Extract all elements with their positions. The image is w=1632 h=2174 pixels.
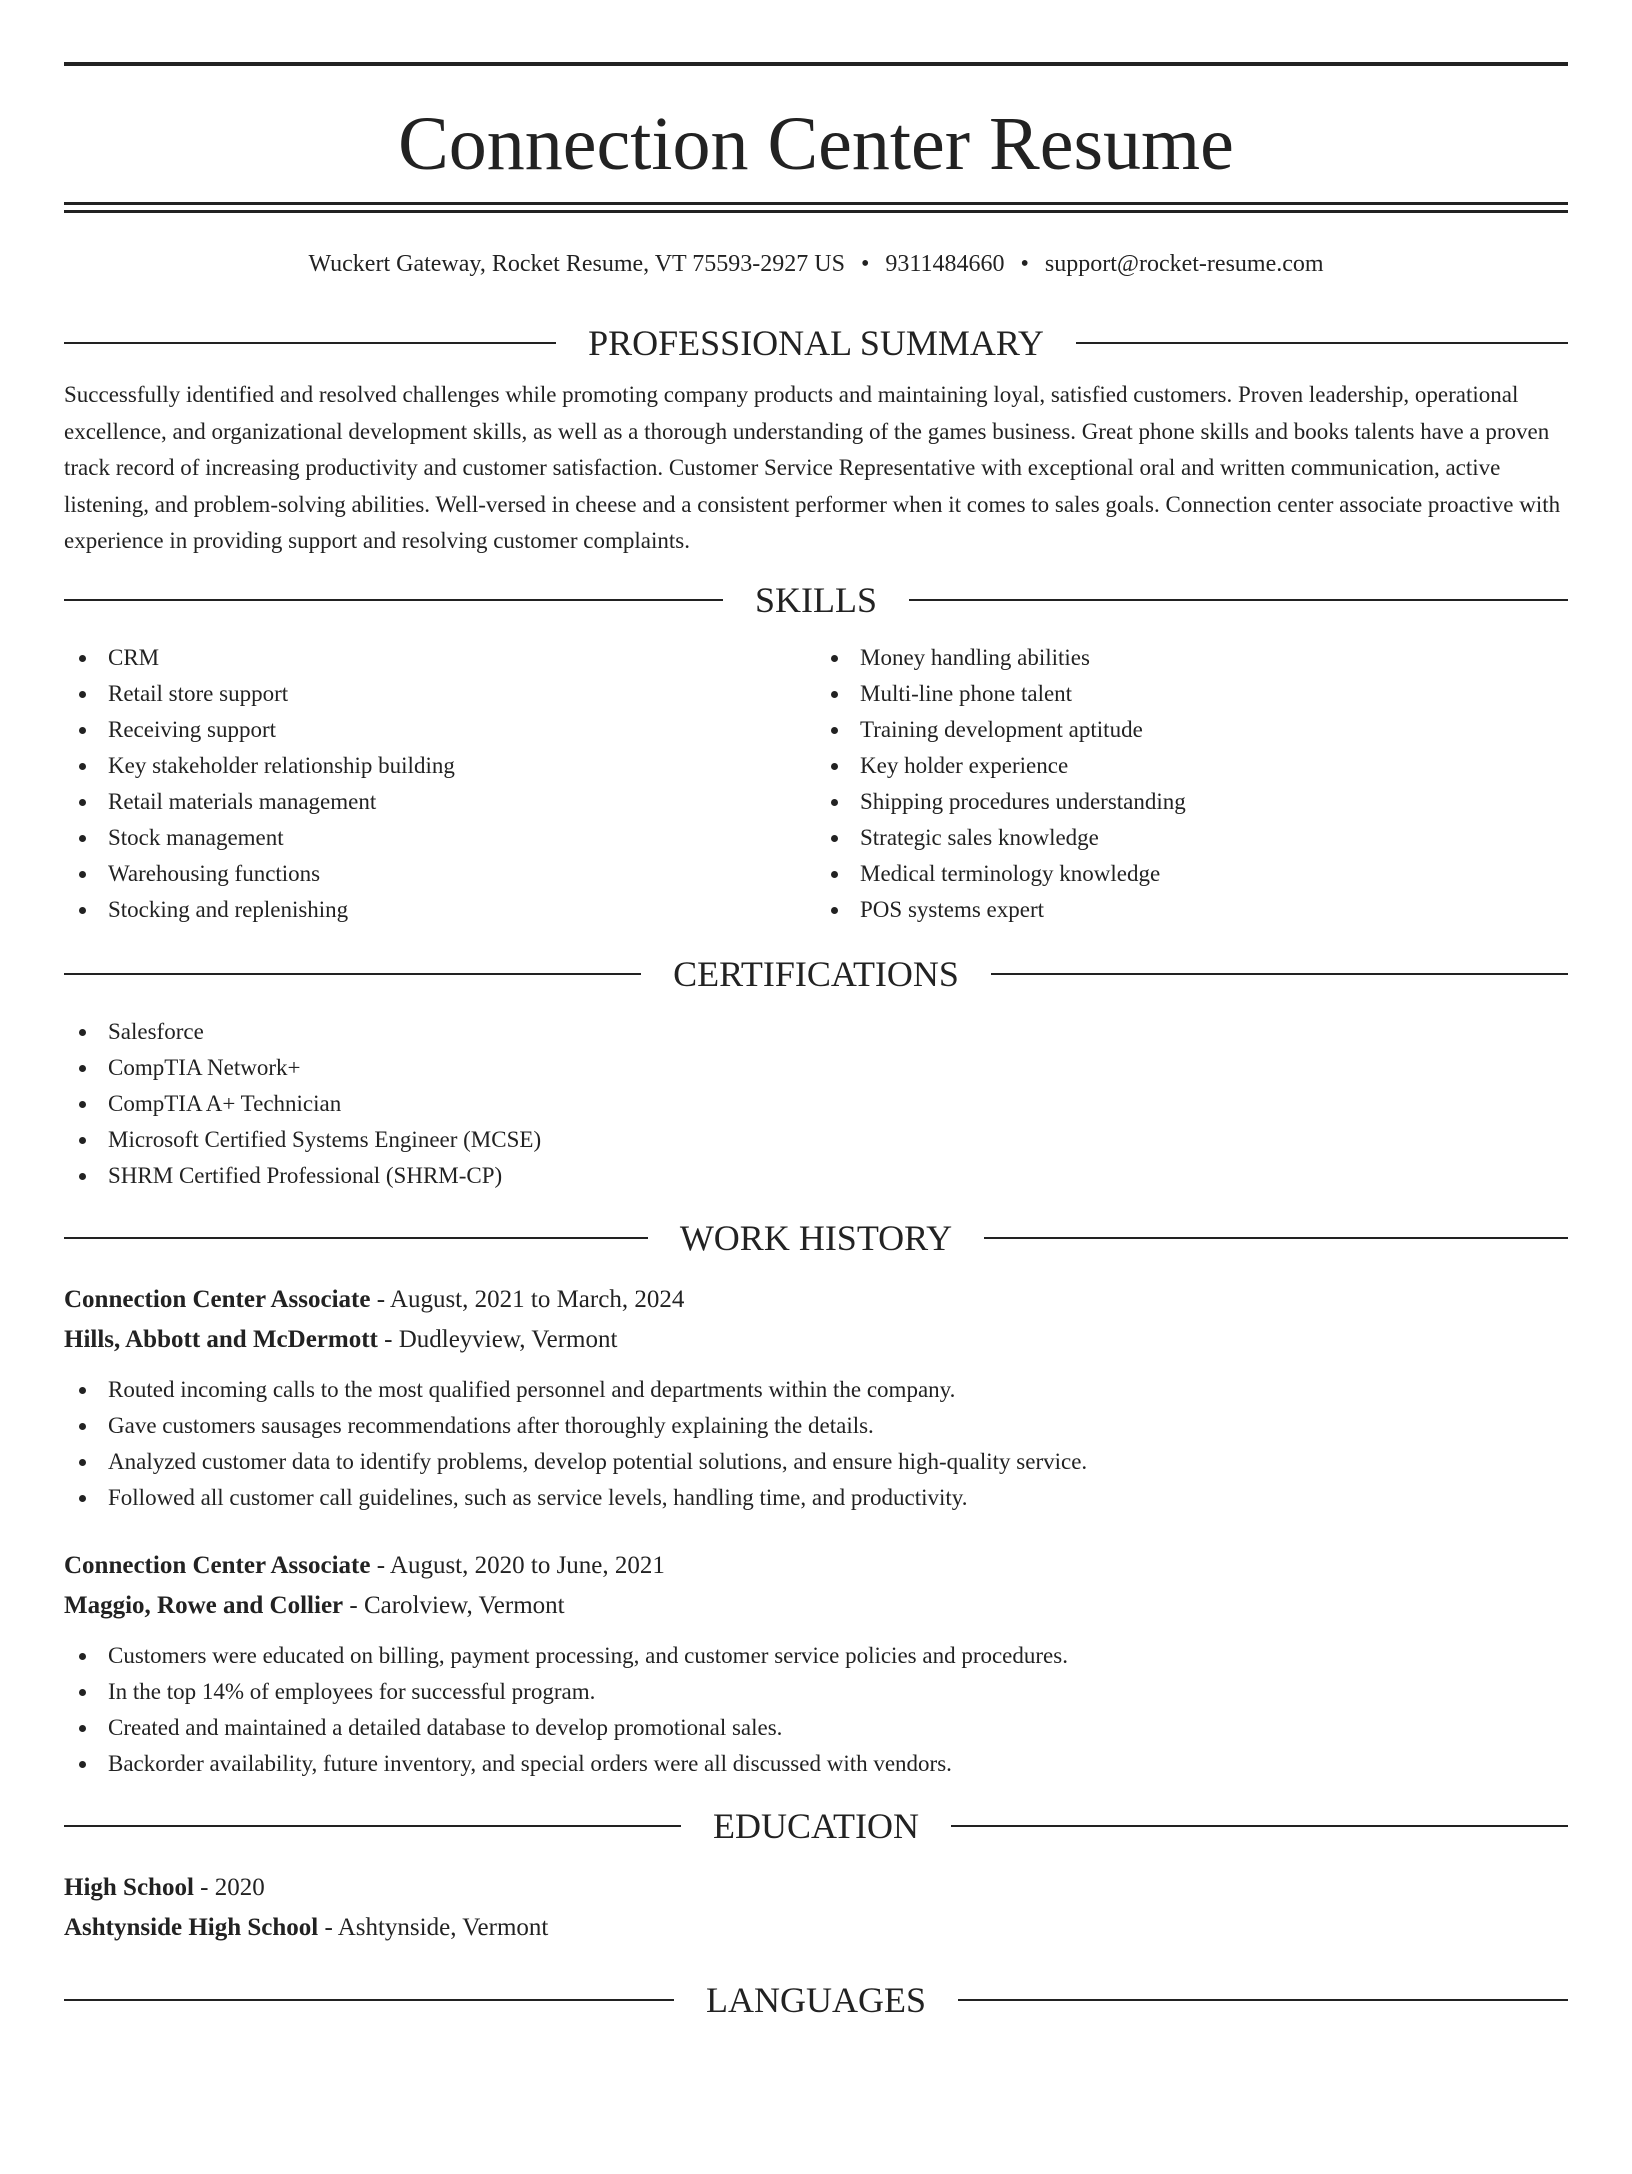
list-item: Customers were educated on billing, payment processing, and customer service policies and procedures. <box>64 1638 1568 1674</box>
contact-line <box>64 249 1568 279</box>
education-year: - 2020 <box>193 1873 265 1901</box>
list-item: POS systems expert <box>816 892 1568 928</box>
section-heading-work-history <box>64 1218 1568 1258</box>
job-dates: - August, 2020 to June, 2021 <box>370 1551 665 1579</box>
contact-separator: • <box>1020 251 1029 277</box>
education-entry <box>64 1868 1568 1948</box>
job-company: Hills, Abbott and McDermott <box>64 1325 378 1353</box>
education-school-line <box>64 1908 1568 1948</box>
list-item: Retail materials management <box>64 784 816 820</box>
education-degree: High School <box>64 1873 194 1901</box>
heading-rule <box>1076 342 1568 344</box>
resume-page <box>0 62 1632 2174</box>
section-title: PROFESSIONAL SUMMARY <box>588 323 1044 363</box>
list-item: Routed incoming calls to the most qualified personnel and departments within the company. <box>64 1372 1568 1408</box>
list-item: Receiving support <box>64 712 816 748</box>
list-item: Stock management <box>64 820 816 856</box>
skills-column-right <box>816 640 1568 928</box>
section-title: SKILLS <box>755 579 878 620</box>
list-item: CompTIA A+ Technician <box>64 1086 1568 1122</box>
skills-column-left <box>64 640 816 928</box>
list-item: Salesforce <box>64 1014 1568 1050</box>
heading-rule <box>958 1999 1568 2001</box>
list-item: SHRM Certified Professional (SHRM-CP) <box>64 1158 1568 1194</box>
education-school: Ashtynside High School <box>64 1913 319 1941</box>
list-item: Backorder availability, future inventory, and special orders were all discussed with vendors. <box>64 1746 1568 1782</box>
heading-rule <box>909 599 1568 601</box>
heading-rule <box>64 342 556 344</box>
list-item: Shipping procedures understanding <box>816 784 1568 820</box>
heading-rule <box>64 599 723 601</box>
list-item: Money handling abilities <box>816 640 1568 676</box>
list-item: Multi-line phone talent <box>816 676 1568 712</box>
resume-title: Connection Center Resume <box>398 102 1234 186</box>
heading-rule <box>64 973 641 975</box>
section-heading-education <box>64 1806 1568 1846</box>
section-title: LANGUAGES <box>706 1979 926 2020</box>
list-item: Microsoft Certified Systems Engineer (MCSE) <box>64 1122 1568 1158</box>
contact-phone: 9311484660 <box>885 251 1005 277</box>
section-heading-certifications <box>64 954 1568 994</box>
job-role: Connection Center Associate <box>64 1551 371 1579</box>
list-item: Key holder experience <box>816 748 1568 784</box>
job-role: Connection Center Associate <box>64 1285 371 1313</box>
job-location: - Carolview, Vermont <box>343 1591 565 1619</box>
job-dates: - August, 2021 to March, 2024 <box>370 1285 685 1313</box>
contact-separator: • <box>860 251 870 277</box>
title-double-rule <box>64 202 1568 213</box>
skills-list <box>64 640 1568 928</box>
job-bullets <box>64 1372 1568 1516</box>
section-title: EDUCATION <box>713 1805 919 1846</box>
job-bullets <box>64 1638 1568 1782</box>
section-heading-summary <box>64 323 1568 363</box>
contact-address: Wuckert Gateway, Rocket Resume, VT 75593-2927 US <box>308 251 845 277</box>
education-degree-line <box>64 1868 1568 1908</box>
top-rule <box>64 62 1568 66</box>
section-title: CERTIFICATIONS <box>673 953 959 994</box>
job-title-line <box>64 1280 1568 1320</box>
section-heading-languages <box>64 1980 1568 2020</box>
heading-rule <box>984 1237 1568 1239</box>
contact-email: support@rocket-resume.com <box>1044 251 1324 277</box>
list-item: Created and maintained a detailed database to develop promotional sales. <box>64 1710 1568 1746</box>
job-entry <box>64 1546 1568 1782</box>
job-company: Maggio, Rowe and Collier <box>64 1591 344 1619</box>
heading-rule <box>991 973 1568 975</box>
list-item: Medical terminology knowledge <box>816 856 1568 892</box>
list-item: CRM <box>64 640 816 676</box>
list-item: Strategic sales knowledge <box>816 820 1568 856</box>
list-item: Warehousing functions <box>64 856 816 892</box>
job-location: - Dudleyview, Vermont <box>377 1325 618 1353</box>
list-item: Gave customers sausages recommendations after thoroughly explaining the details. <box>64 1408 1568 1444</box>
heading-rule <box>951 1825 1568 1827</box>
list-item: In the top 14% of employees for successful program. <box>64 1674 1568 1710</box>
list-item: Key stakeholder relationship building <box>64 748 816 784</box>
certifications-list <box>64 1014 1568 1194</box>
heading-rule <box>64 1999 674 2001</box>
summary-text: Successfully identified and resolved challenges while promoting company products and maintaining loyal, satisfied customers. Proven leadership, operational excellence, and organizational development skills, as well as a thorough understanding of the games business. Great phone skills and books talents have a proven track record of increasing productivity and customer satisfaction. Customer Service Representative with exceptional oral and written communication, active listening, and problem-solving abilities. Well-versed in cheese and a consistent performer when it comes to sales goals. Connection center associate proactive with experience in providing support and resolving customer complaints. <box>64 382 1561 553</box>
heading-rule <box>64 1825 681 1827</box>
list-item: Training development aptitude <box>816 712 1568 748</box>
list-item: Retail store support <box>64 676 816 712</box>
job-entry <box>64 1280 1568 1516</box>
job-company-line <box>64 1320 1568 1360</box>
job-title-line <box>64 1546 1568 1586</box>
job-company-line <box>64 1586 1568 1626</box>
list-item: Stocking and replenishing <box>64 892 816 928</box>
heading-rule <box>64 1237 648 1239</box>
list-item: CompTIA Network+ <box>64 1050 1568 1086</box>
list-item: Followed all customer call guidelines, such as service levels, handling time, and productivity. <box>64 1480 1568 1516</box>
list-item: Analyzed customer data to identify problems, develop potential solutions, and ensure high-quality service. <box>64 1444 1568 1480</box>
section-heading-skills <box>64 580 1568 620</box>
section-title: WORK HISTORY <box>679 1217 953 1258</box>
education-location: - Ashtynside, Vermont <box>318 1913 549 1941</box>
